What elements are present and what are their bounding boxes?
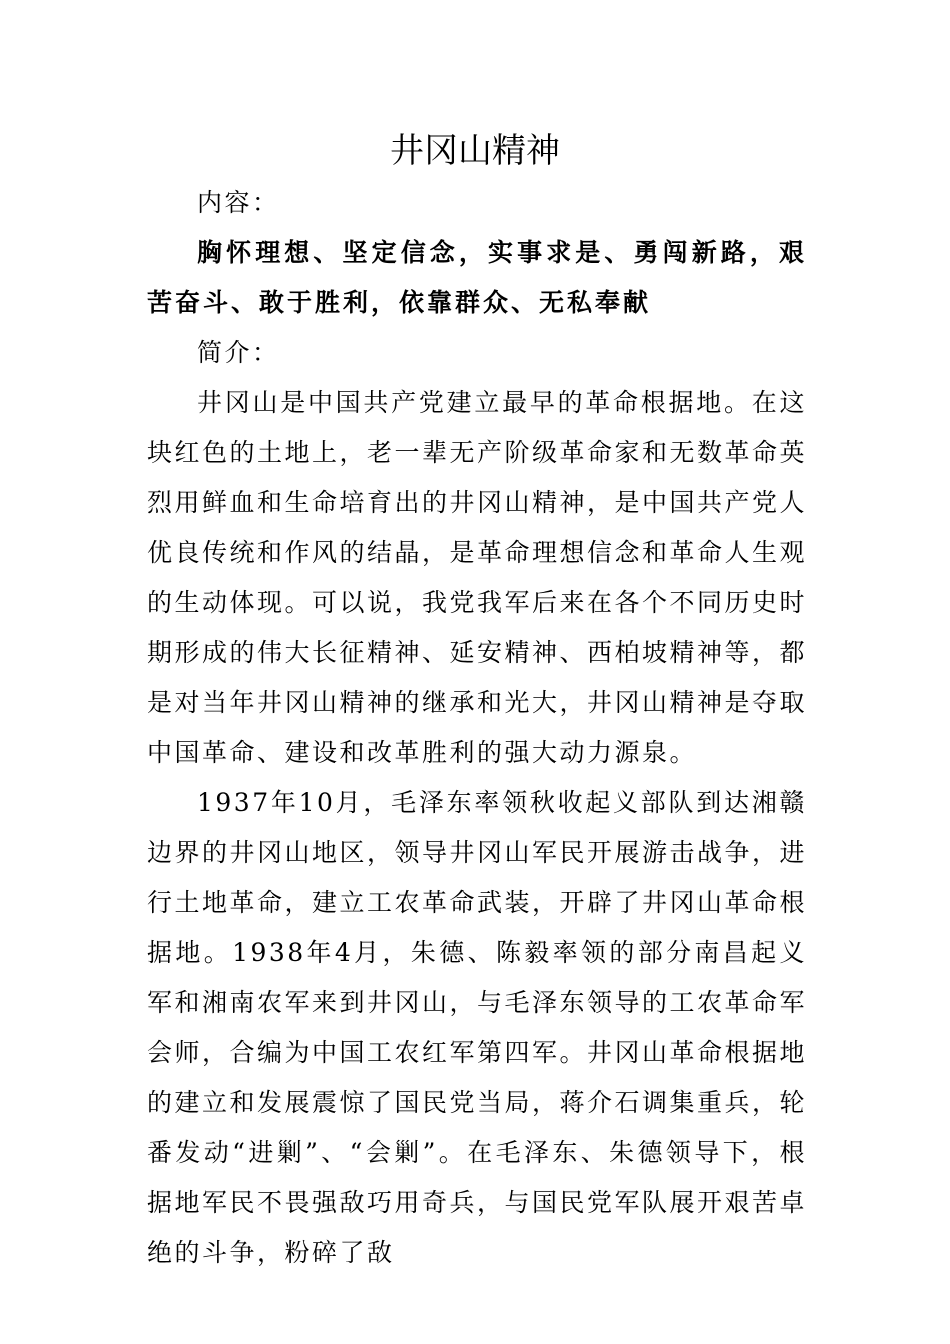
content-label: 内容： [197,188,280,217]
document-body [147,178,807,1278]
intro-label: 简介： [197,338,280,367]
intro-paragraph-1: 井冈山是中国共产党建立最早的革命根据地。在这块红色的土地上，老一辈无产阶级革命家和无数革命英烈用鲜血和生命培育出的井冈山精神，是中国共产党人优良传统和作风的结晶，是革命理想信念和革命人生观的生动体现。可以说，我党我军后来在各个不同历史时期形成的伟大长征精神、延安精神、西柏坡精神等，都是对当年井冈山精神的继承和光大，井冈山精神是夺取中国革命、建设和改革胜利的强大动力源泉。 [147,388,808,767]
document-title: 井冈山精神 [390,131,560,171]
content-text: 胸怀理想、坚定信念，实事求是、勇闯新路，艰苦奋斗、敢于胜利，依靠群众、无私奉献 [147,238,807,317]
intro-paragraph-2: 1937年10月，毛泽东率领秋收起义部队到达湘赣边界的井冈山地区，领导井冈山军民开展游击战争，进行土地革命，建立工农革命武装，开辟了井冈山革命根据地。1938年4月，朱德、陈毅率领的部分南昌起义军和湘南农军来到井冈山，与毛泽东领导的工农革命军会师，合编为中国工农红军第四军。井冈山革命根据地的建立和发展震惊了国民党当局，蒋介石调集重兵，轮番发动“进剿”、“会剿”。在毛泽东、朱德领导下，根据地军民不畏强敌巧用奇兵，与国民党军队展开艰苦卓绝的斗争，粉碎了敌 [147,788,808,1267]
